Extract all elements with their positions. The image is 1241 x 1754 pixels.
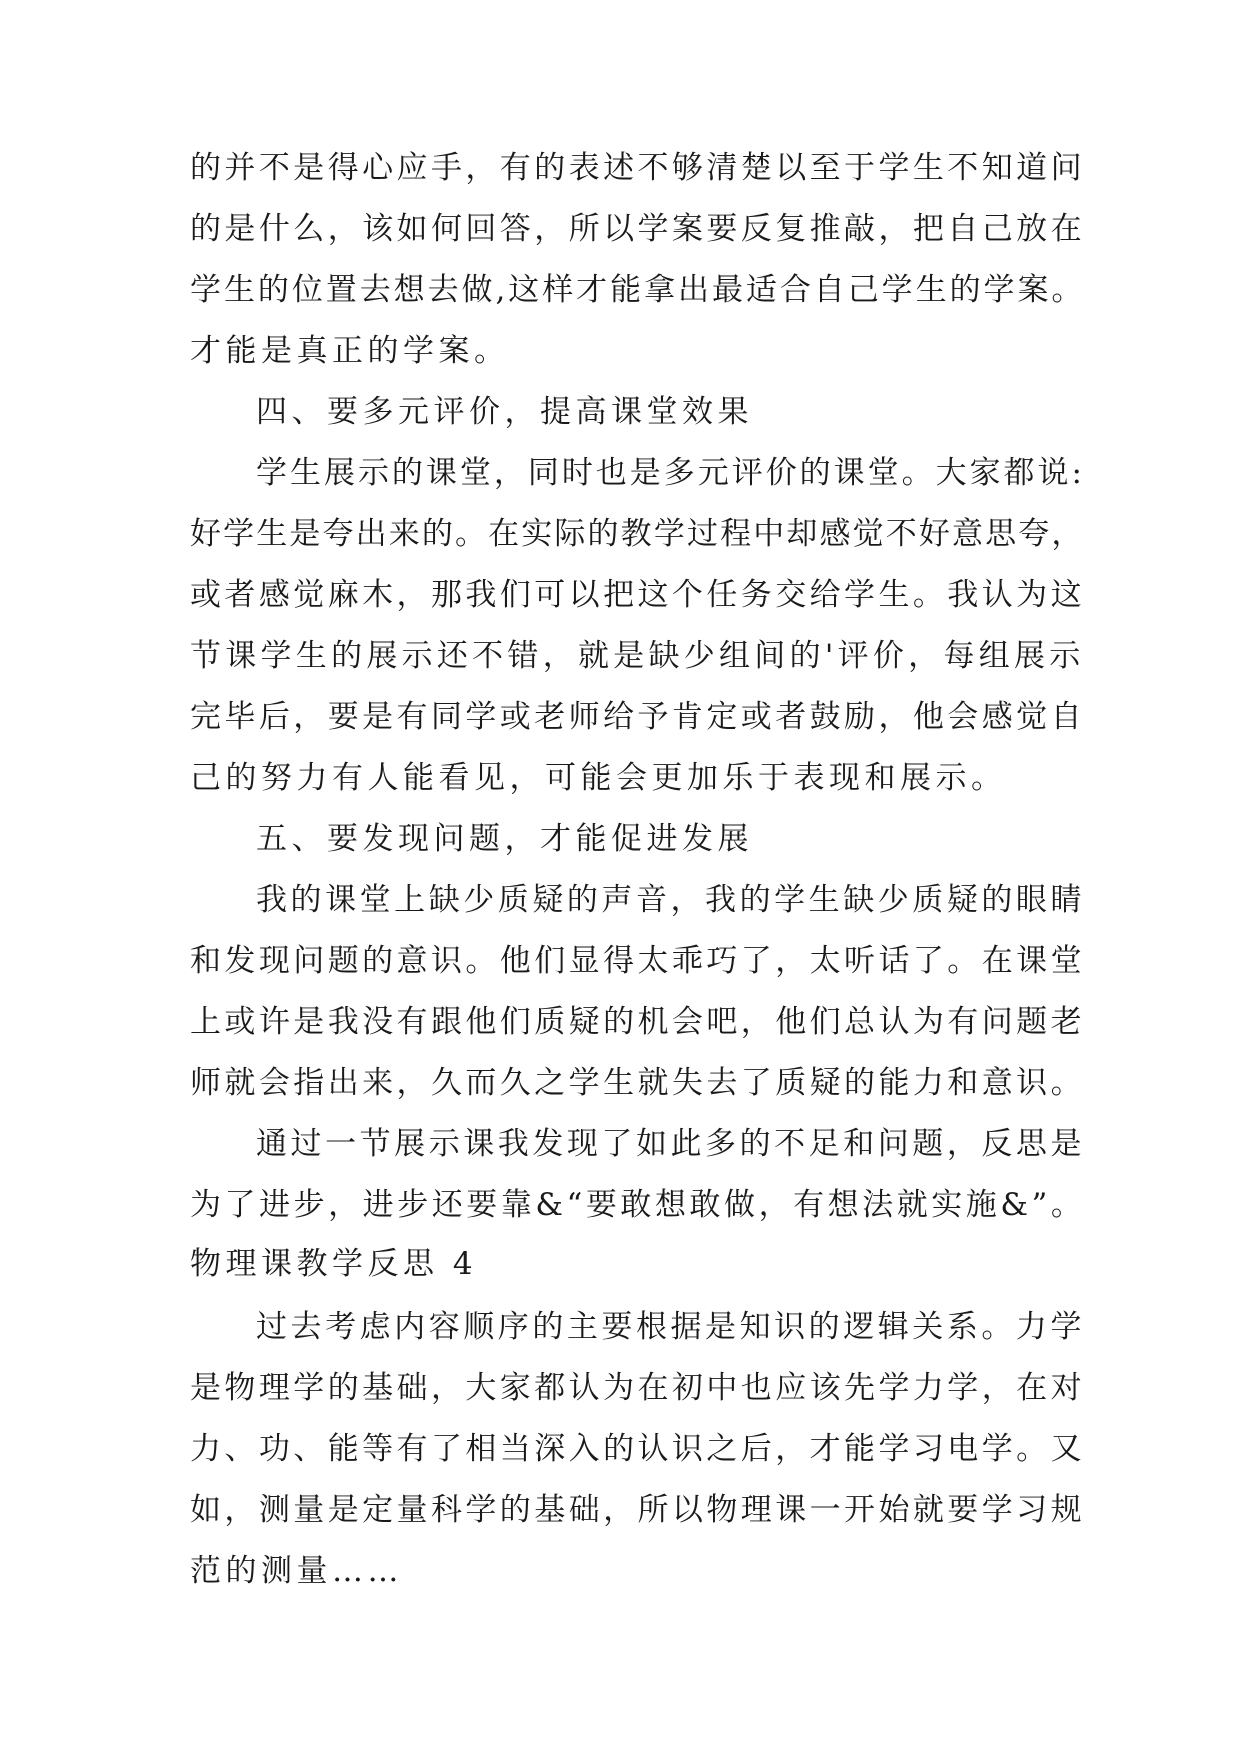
text-line: 完毕后，要是有同学或老师给予肯定或者鼓励，他会感觉自 xyxy=(190,699,1085,735)
text-line: 通过一节展示课我发现了如此多的不足和问题，反思是 xyxy=(256,1126,1085,1162)
document-title: 物理课教学反思 4 xyxy=(190,1246,478,1282)
text-line: 力、功、能等有了相当深入的认识之后，才能学习电学。又 xyxy=(190,1431,1085,1467)
text-line: 是物理学的基础，大家都认为在初中也应该先学力学，在对 xyxy=(190,1370,1085,1406)
text-line: 过去考虑内容顺序的主要根据是知识的逻辑关系。力学 xyxy=(256,1309,1085,1345)
section-heading: 五、要发现问题，才能促进发展 xyxy=(256,821,753,857)
text-line: 如，测量是定量科学的基础，所以物理课一开始就要学习规 xyxy=(190,1492,1085,1528)
text-line: 和发现问题的意识。他们显得太乖巧了，太听话了。在课堂 xyxy=(190,943,1085,979)
section-heading: 四、要多元评价，提高课堂效果 xyxy=(256,394,753,430)
text-line: 的是什么，该如何回答，所以学案要反复推敲，把自己放在 xyxy=(190,211,1085,247)
text-line: 为了进步，进步还要靠&“要敢想敢做，有想法就实施&”。 xyxy=(190,1187,1086,1223)
text-line: 范的测量…… xyxy=(190,1553,403,1589)
text-line: 的并不是得心应手，有的表述不够清楚以至于学生不知道问 xyxy=(190,150,1085,186)
text-line: 学生的位置去想去做,这样才能拿出最适合自己学生的学案。 xyxy=(190,272,1086,308)
text-line: 才能是真正的学案。 xyxy=(190,333,510,369)
text-line: 或者感觉麻木，那我们可以把这个任务交给学生。我认为这 xyxy=(190,577,1085,613)
text-line: 学生展示的课堂，同时也是多元评价的课堂。大家都说: xyxy=(256,455,1085,491)
text-line: 节课学生的展示还不错，就是缺少组间的'评价，每组展示 xyxy=(190,638,1085,674)
text-line: 我的课堂上缺少质疑的声音，我的学生缺少质疑的眼睛 xyxy=(256,882,1085,918)
text-line: 好学生是夸出来的。在实际的教学过程中却感觉不好意思夸， xyxy=(190,516,1085,552)
text-line: 师就会指出来，久而久之学生就失去了质疑的能力和意识。 xyxy=(190,1065,1085,1101)
text-line: 上或许是我没有跟他们质疑的机会吧，他们总认为有问题老 xyxy=(190,1004,1085,1040)
text-line: 己的努力有人能看见，可能会更加乐于表现和展示。 xyxy=(190,760,1007,796)
